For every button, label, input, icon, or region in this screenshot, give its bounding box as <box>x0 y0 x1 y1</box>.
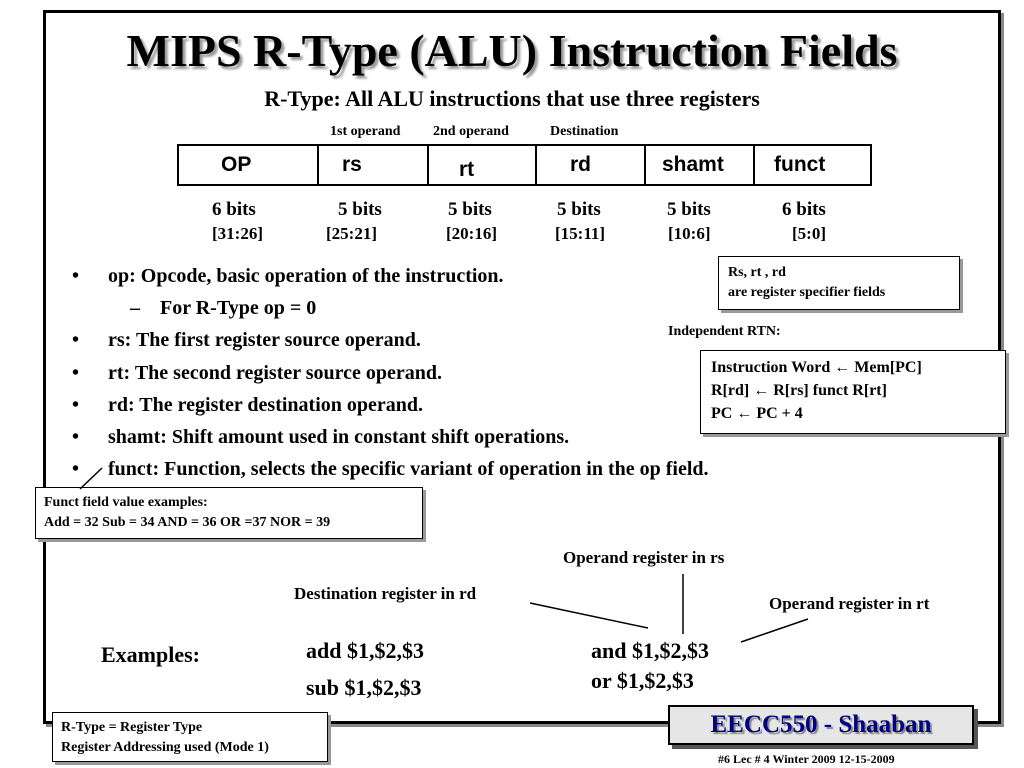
rd-bits: 5 bits <box>557 199 601 220</box>
slide-subtitle: R-Type: All ALU instructions that use three registers <box>264 86 760 111</box>
rs-bits: 5 bits <box>338 199 382 220</box>
bullet-rd: rd: The register destination operand. <box>108 394 424 416</box>
rtn-label: Independent RTN: <box>668 324 781 339</box>
specifier-line-2: are register specifier fields <box>728 285 886 300</box>
destination-label: Destination <box>550 124 619 139</box>
shamt-bits: 5 bits <box>667 199 711 220</box>
rd-range: [15:11] <box>555 224 606 243</box>
first-operand-label: 1st operand <box>330 124 401 139</box>
course-logo-text: EECC550 - Shaaban <box>710 711 932 738</box>
funct-bits: 6 bits <box>782 199 826 220</box>
bullet-marker: • <box>72 426 80 448</box>
rs-range: [25:21] <box>326 224 377 243</box>
bullet-marker: • <box>72 265 80 287</box>
op-range: [31:26] <box>212 224 263 243</box>
second-operand-label: 2nd operand <box>433 124 509 139</box>
bullet-marker: • <box>72 329 80 351</box>
op-bits: 6 bits <box>212 199 256 220</box>
field-rd: rd <box>570 153 591 176</box>
rt-pointer-line <box>741 619 808 642</box>
slide-footer: #6 Lec # 4 Winter 2009 12-15-2009 <box>718 752 895 766</box>
field-op: OP <box>221 153 252 176</box>
funct-range: [5:0] <box>792 224 826 243</box>
bullet-rs: rs: The first register source operand. <box>108 329 421 351</box>
annotation-rt: Operand register in rt <box>769 594 930 613</box>
bullet-shamt: shamt: Shift amount used in constant shift operations. <box>108 426 570 448</box>
rtn-line-2: R[rd] ← R[rs] funct R[rt] <box>711 382 887 399</box>
example-or: or $1,$2,$3 <box>591 668 694 693</box>
rt-range: [20:16] <box>446 224 497 243</box>
example-and: and $1,$2,$3 <box>591 638 709 663</box>
shamt-range: [10:6] <box>668 224 711 243</box>
funct-box-line-2: Add = 32 Sub = 34 AND = 36 OR =37 NOR = 39 <box>44 515 331 530</box>
bullet-op: op: Opcode, basic operation of the instruction. <box>108 265 504 287</box>
example-sub: sub $1,$2,$3 <box>306 675 422 700</box>
rd-pointer-line <box>530 603 648 628</box>
rt-bits: 5 bits <box>448 199 492 220</box>
rtn-line-3: PC ← PC + 4 <box>711 405 803 422</box>
funct-pointer-line <box>80 468 102 489</box>
field-shamt: shamt <box>662 153 724 176</box>
example-add: add $1,$2,$3 <box>306 638 424 663</box>
annotation-rs: Operand register in rs <box>563 548 725 567</box>
course-logo <box>668 705 974 745</box>
field-rt: rt <box>459 158 475 181</box>
annotation-rd: Destination register in rd <box>294 584 477 603</box>
rtype-note-line-2: Register Addressing used (Mode 1) <box>61 740 269 755</box>
rtype-note-line-1: R-Type = Register Type <box>61 720 203 735</box>
rtype-note-box <box>52 712 328 762</box>
bullet-marker: • <box>72 394 80 416</box>
bullet-rt: rt: The second register source operand. <box>108 362 443 384</box>
rtn-line-1: Instruction Word ← Mem[PC] <box>711 359 922 376</box>
bullet-marker: • <box>72 458 80 480</box>
specifier-line-1: Rs, rt , rd <box>728 265 786 280</box>
dash-marker: – <box>130 297 140 319</box>
bullet-funct: funct: Function, selects the specific variant of operation in the op field. <box>108 458 709 480</box>
field-funct: funct <box>774 153 826 176</box>
bullet-marker: • <box>72 362 80 384</box>
field-rs: rs <box>342 153 362 176</box>
funct-box-line-1: Funct field value examples: <box>44 495 208 510</box>
sub-bullet-op-rtype: For R-Type op = 0 <box>160 297 317 319</box>
examples-label: Examples: <box>101 642 200 667</box>
slide-title: MIPS R-Type (ALU) Instruction Fields <box>126 25 898 76</box>
